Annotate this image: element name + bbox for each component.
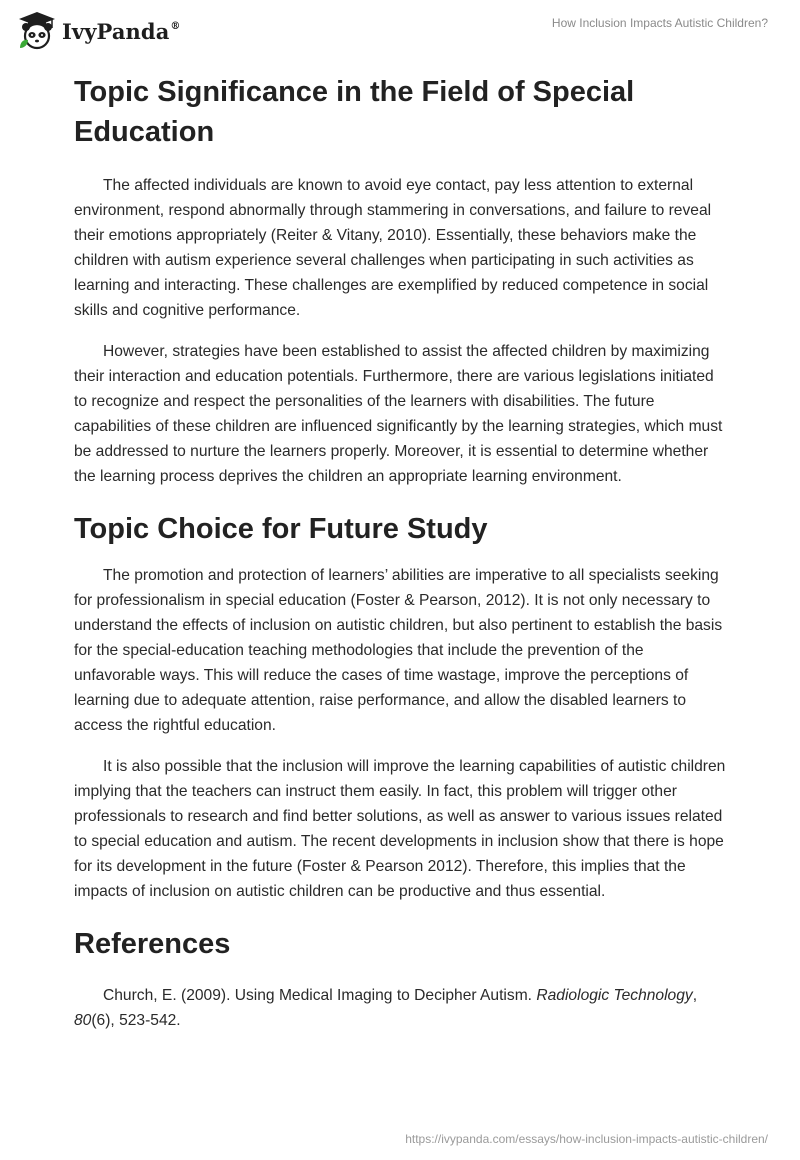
reference-journal: Radiologic Technology [536,987,693,1004]
reference-entry [74,983,726,1033]
section-heading-future-study: Topic Choice for Future Study [74,513,488,545]
brand-text: IvyPanda [62,18,170,44]
panda-graduate-icon [16,10,58,52]
section-heading-significance: Topic Significance in the Field of Special Education [74,76,635,148]
page-header [0,0,800,64]
paragraph: It is also possible that the inclusion will improve the learning capabilities of autistic children implying that the teachers can instruct them easily. In fact, this problem will trigger other professionals to research and find better solutions, as well as answer to various issues related to special education and autism. The recent developments in inclusion show that there is hope for its development in the future (Foster & Pearson 2012). Therefore, this implies that the impacts of inclusion on autistic children can be productive and thus essential. [74,758,726,900]
reference-pages: (6), 523-542. [91,1012,181,1029]
registered-mark: ® [170,20,181,32]
section-heading-references: References [74,928,231,960]
paragraph: The promotion and protection of learners’ abilities are imperative to all specialists seeking for professionalism in special education (Foster & Pearson, 2012). It is not only necessary to understand the effects of inclusion on autistic children, but also pertinent to establish the basis for the special-education teaching methodologies that include the prevention of the unfavorable ways. This will reduce the cases of time wastage, improve the perceptions of learning due to adequate attention, raise performance, and allow the disabled learners to access the rightful education. [74,567,723,734]
paragraph: The affected individuals are known to avoid eye contact, pay less attention to external environment, respond abnormally through stammering in conversations, and failure to reveal their emotions appropriately (Reiter & Vitany, 2010). Essentially, these behaviors make the children with autism experience several challenges when participating in such activities as learning and interacting. These challenges are exemplified by reduced competence in social skills and cognitive performance. [74,177,712,319]
reference-volume: 80 [74,1012,92,1029]
source-url[interactable]: https://ivypanda.com/essays/how-inclusion-impacts-autistic-children/ [405,1132,768,1146]
essay-content [74,72,726,1033]
paragraph: However, strategies have been established to assist the affected children by maximizing their interaction and education potentials. Furthermore, there are various legislations initiated to recognize and respect the personalities of the learners with disabilities. The future capabilities of these children are influenced significantly by the learning strategies, which must be addressed to nurture the learners properly. Moreover, it is essential to determine whether the learning process deprives the children an appropriate learning environment. [74,343,723,485]
document-title: How Inclusion Impacts Autistic Children? [551,16,768,30]
reference-lead: Church, E. (2009). Using Medical Imaging to Decipher Autism. [103,987,537,1004]
brand-name [62,19,181,44]
brand-logo[interactable] [16,10,181,52]
reference-separator: , [692,987,698,1004]
